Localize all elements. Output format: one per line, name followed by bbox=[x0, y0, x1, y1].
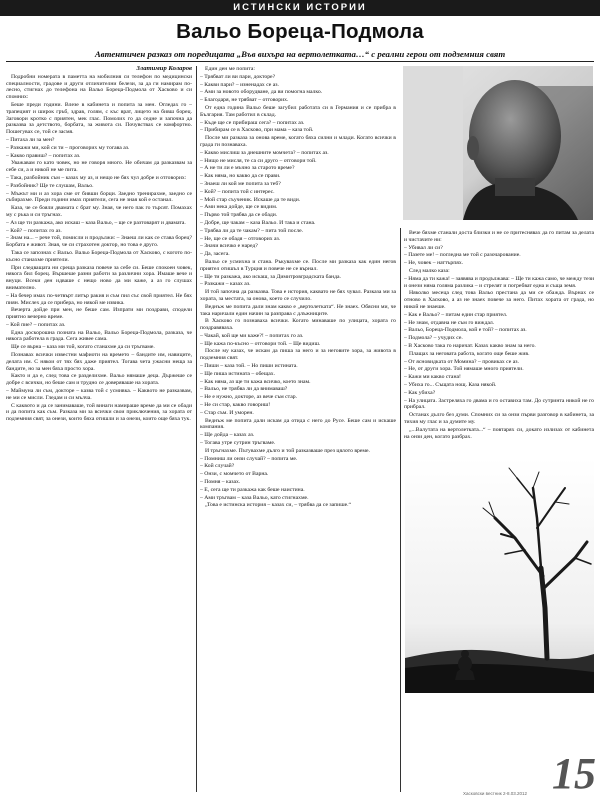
article-paragraph: – Ами нека дойде, ще се видим. bbox=[200, 204, 278, 211]
article-paragraph: От една година Вальо беше загубил работата си в Германия и се прибра в България. Там работил в склад. bbox=[200, 104, 396, 118]
title-rule bbox=[6, 61, 594, 62]
article-paragraph: Ще се върна – каза ми той, когато станахме да си тръгваме. bbox=[11, 344, 155, 351]
article-paragraph: – Кой пие? – попитах аз. bbox=[6, 321, 66, 328]
article-paragraph: – Знам на... – рече той, помисли и продължи: – Знаеш ли как се става борец? Борбата е живот. Зная, че си страхотен доктор, но това е друго. bbox=[6, 235, 192, 249]
article-column-2 bbox=[200, 66, 396, 792]
article-paragraph: – Е, сега ще ти разкажа как беше наистина. bbox=[200, 486, 305, 493]
article-paragraph: – Ще дойда – казах аз. bbox=[200, 432, 255, 439]
author-byline: Златимир Коларов bbox=[136, 66, 192, 72]
article-paragraph: – Мъжът ми и аз хора сме от бивши борци. Заедно тренирахме, заедно се събирахме. Преди години имах приятели, сега не зная кой е останал. bbox=[6, 190, 192, 204]
article-paragraph: – Помниш ли онзи случай? – попита ме. bbox=[200, 455, 298, 462]
article-paragraph: – Стар съм. И уморен. bbox=[200, 409, 254, 416]
article-paragraph: – Кажи ми какво стана! bbox=[404, 374, 461, 381]
article-paragraph: Беше преди години. Влезе в кабинета и попита за мен. Огледах го – трапецият и широк гръб, здрав, голям, с къс врат, лицето на бивш борец. Заговори кротко с приятен, мек глас. Помолих го да седне и започна да разказва за детството, борбата, за живота си. Почувствах се комфортно. Пошегувах се, той се засмя. bbox=[6, 101, 192, 136]
article-paragraph: – Ще кажа по-късно – отговори той. – Ще видиш. bbox=[200, 340, 321, 347]
article-paragraph: „Това е истинска история – казах си, – трябва да се запише.“ bbox=[205, 502, 352, 509]
article-paragraph: Така се запознах с Вальо. Вальо Бореца-Подмола от Хасково, с когото по-късно станахме приятели. bbox=[6, 249, 192, 263]
article-paragraph: – Къде ще се прибираш сега? – попитах аз. bbox=[200, 119, 305, 126]
article-column-1 bbox=[6, 66, 192, 792]
article-paragraph: – На улицата. Застреляха го двама и го оставиха там. До сутринта никой не го прибрал. bbox=[404, 397, 594, 411]
article-paragraph: – Помня – казах. bbox=[200, 479, 241, 486]
article-paragraph: – Нищо не мисля, те са си друго – отговори той. bbox=[200, 157, 317, 164]
article-paragraph: – Подмола? – учудих се. bbox=[404, 335, 463, 342]
section-header: ИСТИНСКИ ИСТОРИИ bbox=[0, 0, 600, 16]
article-paragraph: – Какво правиш? – попитах аз. bbox=[6, 152, 81, 159]
article-paragraph: Уважавам го като човек, но не говоря много. Не обичам да разказвам за себе си, а и никой не ме пита. bbox=[6, 160, 192, 174]
article-paragraph: – Да, засега. bbox=[200, 251, 230, 258]
article-paragraph: Няколко месеца след това Вальо престана да ми се обажда. Върнах се отново в Хасково, а аз не знаех повече за него. Питах хората от града, но никой не знаеше. bbox=[404, 290, 594, 310]
article-paragraph: И той започна да разказва. Това е история, каквато не бях чувал. Разказа ми за хората, за местата, за онова, което се случило. bbox=[200, 289, 396, 302]
article-paragraph: Вальо се усмихна и стана. Ръкувахме се. После ми разказа как един негов приятел отишъл в Турция и повече не се върнал. bbox=[200, 258, 396, 272]
article-paragraph: Подробни номерата в паметта на мобилния си телефон по медицински специалности, градове и други отличителни белези, за да ги намирам по-лесно, стигнах до телефона на Вальо Бореца-Подмола от Хасково и си спомних: bbox=[6, 73, 192, 101]
article-paragraph: – Знаеш ли кой ме попита за теб? bbox=[200, 180, 281, 187]
column-divider bbox=[400, 228, 401, 792]
article-paragraph: – Пазете ме! – погледна ме той с разочарование. bbox=[404, 252, 521, 259]
article-paragraph: – Трябват ли ви пари, докторе? bbox=[200, 73, 276, 80]
article-paragraph: – Първо той трябва да се обади. bbox=[200, 212, 278, 219]
article-paragraph: – Вальо, Бореца-Подмола, кой е той? – попитах аз. bbox=[404, 327, 527, 334]
article-paragraph: – Вальо, не трябва ли да внимаваш? bbox=[200, 386, 288, 393]
article-paragraph: – Значи всичко е наред? bbox=[200, 243, 258, 250]
photo-tree-silhouette bbox=[405, 458, 594, 693]
footer-credit: Хасковски вестник 2-8.03.2012 bbox=[463, 791, 527, 796]
article-paragraph: – Разкажи – казах аз. bbox=[200, 281, 251, 288]
article-paragraph: – Не, ще се обадя – отговорих аз. bbox=[200, 235, 281, 242]
article-paragraph: Плащах за неговата работа, когато още беше жив. bbox=[409, 350, 530, 357]
article-paragraph: – Не си стар, какво говориш! bbox=[200, 402, 271, 409]
article-paragraph: – На бечер имах по-четвърт литър ракия и съм пил със свой приятел. Не бях пиян. Мислех да се прибера, но някой ме извика. bbox=[6, 292, 192, 306]
article-paragraph: – Как няма, аз ще ти кажа всичко, което знам. bbox=[200, 378, 311, 385]
article-paragraph: – Не е нужно, докторе, аз вече съм стар. bbox=[200, 394, 298, 401]
article-paragraph: – Не, от други хора. Той нямаше много приятели. bbox=[404, 366, 524, 373]
bald-man-photo-icon bbox=[403, 66, 593, 220]
article-paragraph: Както и да е, след това се разделихме. Вальо нямаше деца. Държеше се добре с всички, но беше сам и трудно се доверяваше на хората. bbox=[6, 373, 192, 387]
article-paragraph: След малко каза: bbox=[409, 267, 450, 274]
article-paragraph: – Ще пиша истината – обещах. bbox=[200, 370, 276, 377]
article-paragraph: После ми разказа за онова време, когато бяха силни и млади. Когато всички в града ги познаваха. bbox=[200, 135, 396, 148]
article-paragraph: Каза, че се бояли двамата с брат му. Зная, че него пак го търсят. Помахах му с ръка и си тръгнах. bbox=[6, 205, 192, 218]
article-paragraph: – Не знам, отдавна не съм го виждал. bbox=[404, 319, 495, 326]
article-paragraph: Останах дълго без думи. Спомних си за онзи първи разговор в кабинета, за тихия му глас и за думите му. bbox=[404, 412, 594, 425]
article-paragraph: – Убиха го... Същата нощ. Каза някой. bbox=[404, 381, 497, 388]
photo-bald-man bbox=[403, 66, 593, 220]
article-paragraph: – Ами за новото оборудване, да ви помогна малко. bbox=[200, 89, 323, 96]
article-paragraph: – Добре, ще чакам – каза Вальо. И така и стана. bbox=[200, 219, 316, 226]
article-paragraph: – Кой случай? bbox=[200, 463, 235, 470]
article-paragraph: – Така, разбойник съм – казах му аз, и нещо не бях чул добре и отговорих: bbox=[6, 174, 187, 181]
article-paragraph: – Убивал ли си? bbox=[404, 244, 443, 251]
article-paragraph: – Няма да ти кажа! – заявява и продължава: – Ще ти кажа само, че между тези и онези няма голяма разлика – и стрелят и погребват една и съща земя. bbox=[404, 275, 594, 289]
article-paragraph: – Чакай, кой ще ми каже?! – попитах го аз. bbox=[200, 332, 304, 339]
article-title: Вальо Бореца-Подмола bbox=[176, 20, 424, 43]
article-paragraph: – Какви пари? – изненадах се аз. bbox=[200, 81, 279, 88]
article-paragraph: – Прибирам се в Хасково, при мама – каза той. bbox=[200, 127, 314, 134]
article-paragraph: Веднъж ме попита дали искам да отида с него до Русе. Беше сам и искаше компания. bbox=[200, 417, 396, 431]
article-paragraph: – Пиши – каза той. – Но пиши истината. bbox=[200, 363, 298, 370]
article-paragraph: – Аз ще ти разкажа, ако искаш – каза Вальо, – ще се разтоварят и двамата. bbox=[6, 219, 186, 226]
page-number: 15 bbox=[552, 749, 596, 798]
article-paragraph: – Мой стар съученик. Искаше да те види. bbox=[200, 196, 301, 203]
column-divider bbox=[196, 66, 197, 792]
article-paragraph: – Питаха ли за мен? bbox=[6, 136, 55, 143]
article-paragraph: С каквото и да се занимаваше, той винаги намираше време да ми се обади и да попита как съм. Разказа ми за всички свои приключения, за хората от подземния свят, за онези, които бяха отишли и за онези, които още бяха тук. bbox=[6, 402, 192, 423]
article-paragraph: – Кой? – попитах го аз. bbox=[6, 227, 62, 234]
article-paragraph: Вечерта дойде при мен, не беше сам. Изпрати ми поздрави, сподели приятно вечерно време. bbox=[6, 307, 192, 321]
article-paragraph: И тръгнахме. Пътувахме дълго и той разказваше през цялото време. bbox=[205, 447, 370, 454]
article-paragraph: „...Валутата на вертолетката...“ – повтарях си, докато излизах от кабинета на онзи ден, когато разбрах. bbox=[404, 426, 594, 440]
article-paragraph: – Какво мислиш за днешните момчета? – попитах аз. bbox=[200, 149, 329, 156]
article-paragraph: – Как няма, но какво да се прави. bbox=[200, 173, 281, 180]
article-paragraph: В Хасково го познаваха всички. Когато минаваше по улицата, хората го поздравяваха. bbox=[200, 318, 396, 332]
article-subtitle: Автентичен разказ от поредицата „Във вихъра на вертолетката…“ с реални герои от подземния свят bbox=[94, 49, 506, 59]
article-paragraph: – Благодаря, не трябват – отговорих. bbox=[200, 97, 289, 104]
article-paragraph: – Как е Вальо? – питам един стар приятел. bbox=[404, 311, 508, 318]
article-paragraph: Една доскорошна позната на Вальо, Вальо Бореца-Подмола, разказа, че някога работела в града. Сега живее сама. bbox=[6, 329, 192, 343]
article-column-3 bbox=[404, 230, 594, 446]
article-paragraph: – Онзи, с момчето от Варна. bbox=[200, 471, 269, 478]
article-paragraph: – Трябва ли да те чакам? – пита той после. bbox=[200, 227, 304, 234]
article-paragraph: – В Хасково така го наричат. Казах какво знам за него. bbox=[404, 342, 536, 349]
article-paragraph: Познавах всички известни мафиоти на времето – бандите им, навиците, делата им. С някои от тях бях даже приятел. Тогава чета ужасни неща за бандите, но за мен бяха просто хора. bbox=[6, 352, 192, 372]
article-paragraph: – Маймуна ли съм, докторе – казва той с усмивка. – Каквото не разказвам, не ми се мисли. Гледам и си мълча. bbox=[6, 388, 192, 401]
article-paragraph: – Тогава утре сутрин тръгваме. bbox=[200, 440, 276, 447]
article-paragraph: Един ден ме попита: bbox=[205, 66, 255, 72]
article-paragraph: Веднъж ме попита дали знам какво е „вертолетката“. Не знаех. Обясни ми, че така наричали един начин за разправа с длъжниците. bbox=[200, 303, 396, 317]
article-paragraph: – Ами тръгвам – каза Вальо, като стигнахме. bbox=[200, 494, 309, 501]
article-paragraph: При следващата ни среща разказа повече за себе си. Беше спокоен човек, някога бил борец. Вършеше разни работи за различни хора. Имаше вече и внуци. Всеки ден идваше с нещо ново да ми каже, а аз го слушах внимателно. bbox=[6, 264, 192, 291]
article-paragraph: – Разбойник? Ще те слушам, Вальо. bbox=[6, 182, 94, 189]
tree-silhouette-photo-icon bbox=[405, 458, 594, 693]
article-paragraph: – От ясновидката от Момина? – провиках се аз. bbox=[404, 358, 519, 365]
article-paragraph: – Кой? – попита той с интерес. bbox=[200, 188, 275, 195]
article-paragraph: – Как убиха? bbox=[404, 389, 436, 396]
article-paragraph: – Ще ти разкажа, ако искаш, за Димитровградската банда. bbox=[200, 273, 341, 280]
article-paragraph: – А не ти ли е мъчно за старото време? bbox=[200, 165, 295, 172]
article-paragraph: – Не, човек – наттърпях. bbox=[404, 260, 464, 267]
article-paragraph: – Разкажи ми, кой си ти – проговорих му тогава аз. bbox=[6, 144, 130, 151]
article-paragraph: Вече бяхме станали доста близки и не се притеснявах да го питам за делата и чистачите ни: bbox=[404, 230, 594, 243]
article-paragraph: После му казах, че искам да пиша за него и за неговите хора, за живота в подземния свят. bbox=[200, 348, 396, 362]
